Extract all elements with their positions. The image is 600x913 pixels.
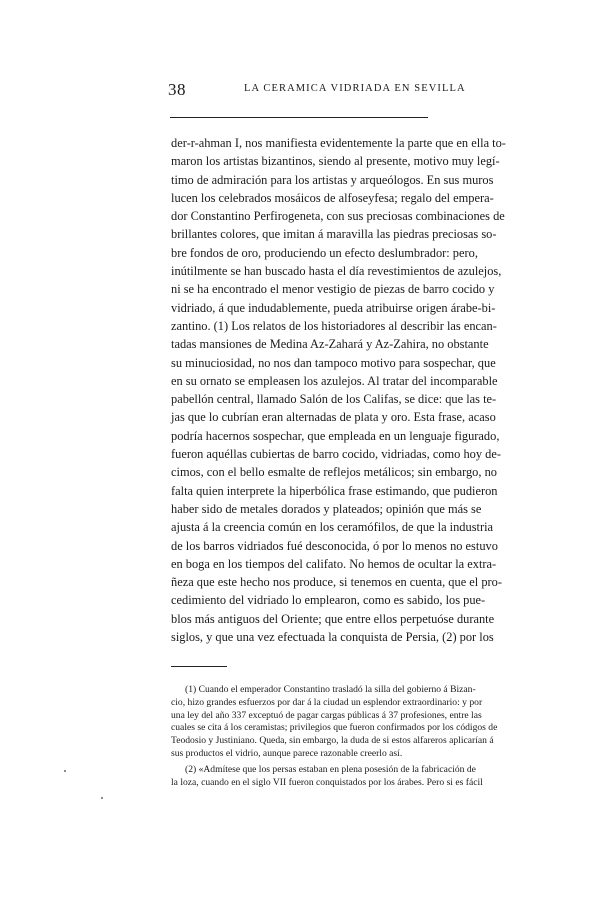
- scan-speck: [64, 770, 66, 772]
- running-title: LA CERAMICA VIDRIADA EN SEVILLA: [244, 83, 466, 94]
- footnotes: [171, 684, 498, 789]
- scan-speck: [101, 797, 103, 799]
- body-line: siglos, y que una vez efectuada la conquista de Persia, (2) por los: [171, 630, 494, 645]
- body-text: [171, 134, 506, 646]
- page-header: [168, 80, 466, 100]
- footnote-line: (1) Cuando el emperador Constantino trasladó la silla del gobierno á Bizan-: [185, 684, 476, 695]
- body-line: falta quien interprete la hiperbólica frase estimando, que pudieron: [171, 483, 498, 498]
- body-line: ni se ha encontrado el menor vestigio de piezas de barro cocido y: [171, 282, 495, 297]
- body-line: su minuciosidad, no nos dan tampoco motivo para sospechar, que: [171, 355, 496, 370]
- page-number: 38: [168, 80, 186, 99]
- body-line: inútilmente se han buscado hasta el día revestimientos de azulejos,: [171, 264, 502, 279]
- body-line: maron los artistas bizantinos, siendo al presente, motivo muy legí-: [171, 154, 500, 169]
- body-line: blos más antiguos del Oriente; que entre ellos perpetuóse durante: [171, 611, 495, 626]
- footnote-1: [171, 684, 498, 761]
- body-line: zantino. (1) Los relatos de los historiadores al describir las encan-: [171, 318, 497, 333]
- body-line: fueron aquéllas cubiertas de barro cocido, vidriadas, como hoy de-: [171, 447, 501, 462]
- body-line: cimos, con el bello esmalte de reflejos metálicos; sin embargo, no: [171, 465, 497, 480]
- body-line: en boga en los tiempos del califato. No hemos de ocultar la extra-: [171, 556, 497, 571]
- body-line: vidriado, á que indudablemente, pueda atribuirse origen árabe-bi-: [171, 300, 496, 315]
- footnote-line: cio, hizo grandes esfuerzos por dar á la ciudad un esplendor extraordinario: y por: [171, 696, 483, 708]
- footnote-line: sus productos el vidrio, aunque parece razonable creerlo así.: [171, 747, 403, 759]
- footnote-line: la loza, cuando en el siglo VII fueron conquistados por los árabes. Pero si es fácil: [171, 776, 483, 788]
- body-line: ñeza que este hecho nos produce, si tenemos en cuenta, que el pro-: [171, 575, 502, 590]
- body-line: pabellón central, llamado Salón de los Califas, se dice: que las te-: [171, 392, 497, 407]
- body-line: brillantes colores, que imitan á maravilla las piedras preciosas so-: [171, 227, 497, 242]
- body-line: de los barros vidriados fué desconocida, ó por lo menos no estuvo: [171, 538, 498, 553]
- body-line: timo de admiración para los artistas y arqueólogos. En sus muros: [171, 172, 494, 187]
- body-line: lucen los celebrados mosáicos de alfoseyfesa; regalo del empera-: [171, 190, 494, 205]
- body-line: en su ornato se empleasen los azulejos. Al tratar del incomparable: [171, 373, 498, 388]
- body-line: dor Constantino Perfirogeneta, con sus preciosas combinaciones de: [171, 209, 505, 224]
- body-line: bre fondos de oro, produciendo un efecto deslumbrador: pero,: [171, 245, 478, 260]
- body-line: podría hacernos sospechar, que empleada en un lenguaje figurado,: [171, 428, 500, 443]
- body-line: tadas mansiones de Medina Az-Zahará y Az-Zahira, no obstante: [171, 337, 489, 352]
- body-line: jas que lo cubrían eran alternadas de plata y oro. Esta frase, acaso: [171, 410, 496, 425]
- footnote-line: una ley del año 337 exceptuó de pagar cargas públicas á 37 profesiones, entre las: [171, 709, 482, 721]
- footnote-line: Teodosio y Justiniano. Queda, sin embargo, la duda de si estos alfareros aplicarían á: [171, 735, 494, 747]
- header-rule: [170, 117, 428, 118]
- footnote-line: cuales se cita á los ceramistas; privilegios que fueron confirmados por los códigos de: [171, 722, 498, 734]
- body-line: ajusta á la creencia común en los ceramófilos, de que la industria: [171, 520, 494, 535]
- footnote-line: (2) «Admítese que los persas estaban en plena posesión de la fabricación de: [185, 763, 476, 775]
- body-line: cedimiento del vidriado lo emplearon, como es sabido, los pue-: [171, 593, 486, 608]
- footnote-rule: [171, 666, 227, 667]
- body-line: haber sido de metales dorados y plateados; opinión que más se: [171, 501, 482, 516]
- body-line: der-r-ahman I, nos manifiesta evidentemente la parte que en ella to-: [171, 136, 506, 150]
- footnote-2: [171, 763, 483, 790]
